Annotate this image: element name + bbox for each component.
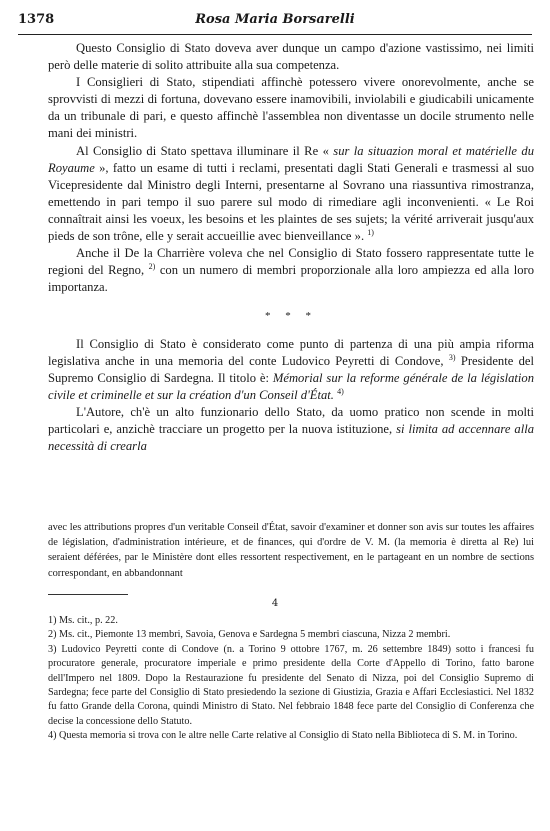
text-run: Il Consiglio di Stato è considerato come punto di partenza di una più ampia riforma legislativa anche in una memoria del conte Ludovico Peyretti di Condove,: [48, 336, 534, 368]
paragraph: [48, 143, 534, 246]
footnote: 1) Ms. cit., p. 22.: [48, 615, 118, 626]
paragraph: Questo Consiglio di Stato doveva aver dunque un campo d'azione vastissimo, nei limiti però delle materie di solito attribuite alla sua competenza.: [48, 41, 534, 73]
section-break: * * *: [265, 310, 317, 323]
text-run: Presidente del Supremo Consiglio di Sardegna. Il titolo è:: [48, 353, 535, 385]
footnote-ref: 2): [148, 262, 156, 272]
header-rule: [18, 34, 532, 35]
text-run: L'Autore, ch'è un alto funzionario dello Stato, da uomo pratico non scende in molti particolari e, anzichè tracciare un progetto per la nuova istituzione,: [48, 404, 534, 436]
page-number: 1378: [18, 12, 55, 27]
footnotes: [48, 614, 534, 744]
running-title: Rosa Maria Borsarelli: [195, 12, 355, 27]
paragraph: [48, 245, 534, 296]
paragraph: I Consiglieri di Stato, stipendiati affinchè potessero vivere onorevolmente, anche se sprovvisti di mezzi di fortuna, dovevano essere inamovibili, inviolabili e giudicabili unicamente da un tribunale di pari, e questo affinchè l'assemblea non diventasse un docile strumento nelle mani dei ministri.: [48, 75, 534, 141]
footnote: 3) Ludovico Peyretti conte di Condove (n. a Torino 9 ottobre 1767, m. 26 settembre 1849) sotto i francesi fu procuratore generale, procuratore imperiale e primo presidente della Corte d'Appello di Torino, fatto barone dell'Impero nel 1809. Dopo la Restaurazione fu presidente del Senato di Nizza, poi del Consiglio Supremo di Sardegna; fece parte del Consiglio di Stato presiedendo la sezione di Giustizia, Grazia e Affari Ecclesiastici. Nel 1832 fu fatto Grande della Corona, quindi Ministro di Stato. Nel febbraio 1848 fece parte del Consiglio di Conferenza che decise la concessione dello Statuto.: [48, 643, 534, 727]
footnote: 4) Questa memoria si trova con le altre nelle Carte relative al Consiglio di Stato nella Biblioteca di S. M. in Torino.: [48, 730, 518, 742]
footnote-ref: 4): [337, 386, 344, 396]
signature-mark: 4: [271, 598, 279, 609]
block-quote: [48, 520, 534, 581]
quote-text: avec les attributions propres d'un veritable Conseil d'État, savoir d'examiner et donner son avis sur toutes les affaires de législation, d'administration intérieure, et de finances, qui d'ordre de V. M. (la memoria è diretta al Re) lui seraient déférées, par le Ministère dont elles ressortent respectivement, en le partageant en un nombre de sections correspondant, en abbandonnant: [48, 522, 534, 579]
footnote-ref: 1): [367, 227, 374, 237]
paragraph: [48, 404, 534, 455]
running-header: [18, 12, 532, 34]
main-text: [48, 40, 534, 455]
italic-title: Mémorial sur la reforme générale de la législation civile et criminelle et sur la création d'un Conseil d'État.: [48, 370, 534, 402]
text-run: Al Consiglio di Stato spettava illuminare il Re «: [76, 143, 334, 158]
paragraph: [48, 336, 534, 404]
text-run: », fatto un esame di tutti i reclami, presentati dagli Stati Generali e trasmessi al suo Vicepresidente dal Ministro degli Interni, presentarne al Sovrano una riassuntiva rimostranza, emettendo in pari tempo il suo parere sul modo di rimediare agli inconvenienti. « Le Roi connaîtrait ainsi les voeux, les besoins et les plaintes de ses sujets; la vérité arriverait jusqu'aux pieds de son trône, elle y serait accueillie avec bienveillance ».: [48, 160, 534, 244]
italic-quote: sur la situazion moral et matérielle du Royaume: [48, 143, 534, 175]
italic-text: si limita ad accennare alla necessità di crearla: [48, 421, 534, 454]
footnote: 2) Ms. cit., Piemonte 13 membri, Savoia, Genova e Sardegna 5 membri ciascuna, Nizza 2 membri.: [48, 629, 451, 641]
text-run: Anche il De la Charrière voleva che nel Consiglio di Stato fossero rappresentate tutte le regioni del Regno,: [48, 246, 534, 278]
text-run: con un numero di membri proporzionale alla loro ampiezza ed alla loro importanza.: [48, 263, 534, 295]
footnote-rule: [48, 594, 128, 595]
footnote-ref: 3): [448, 352, 456, 362]
